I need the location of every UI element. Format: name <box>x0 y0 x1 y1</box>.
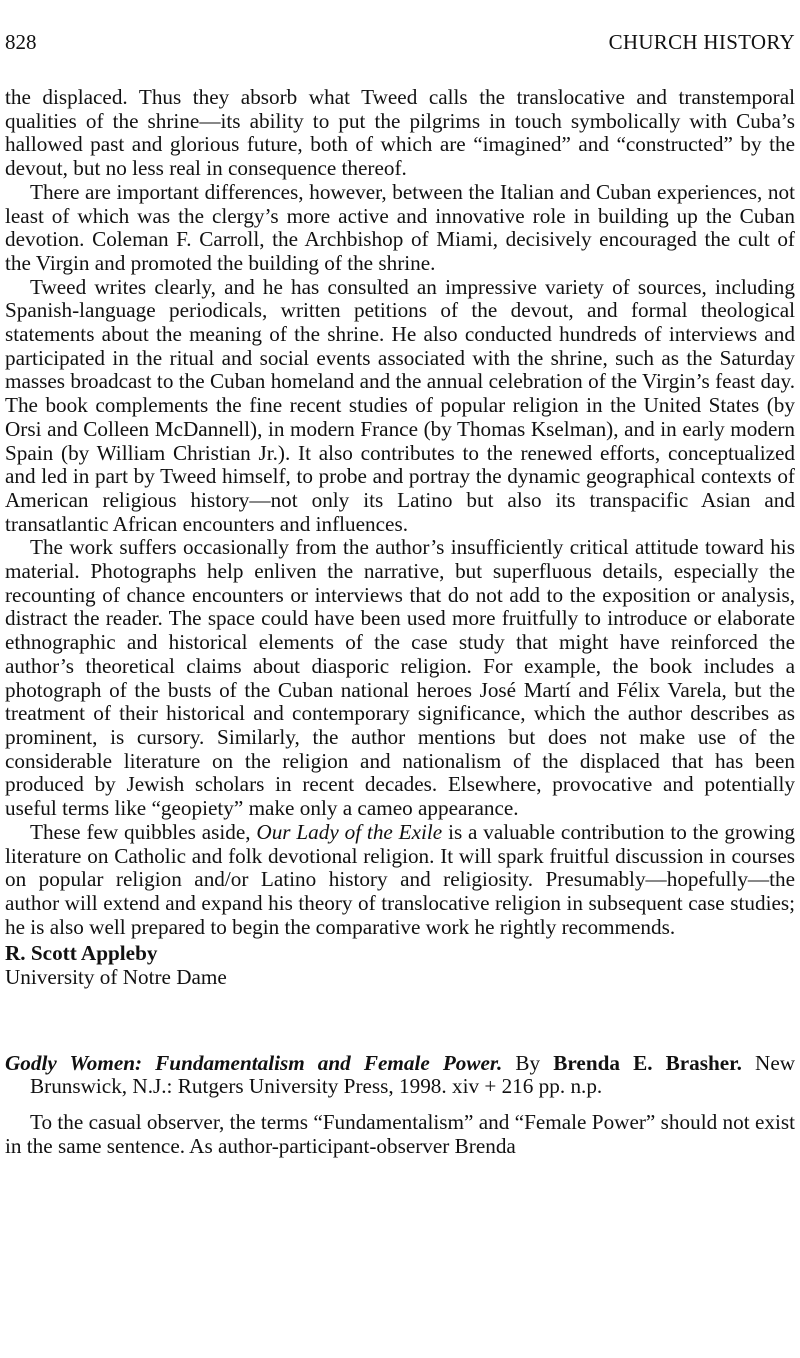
paragraph-conclusion <box>5 821 795 940</box>
paragraph-differences: There are important differences, however, between the Italian and Cuban experiences, not least of which was the clergy’s more active and innovative role in building up the Cuban devotion. Coleman F. Carroll, the Archbishop of Miami, decisively encouraged the cult of the Virgin and promoted the building of the shrine. <box>5 179 795 275</box>
reviewer-signature <box>5 942 795 989</box>
running-head: CHURCH HISTORY <box>608 30 795 54</box>
book-title-reference: Our Lady of the Exile <box>256 819 443 844</box>
page-number: 828 <box>5 30 37 54</box>
next-review-opening: To the casual observer, the terms “Fundamentalism” and “Female Power” should not exist in the same sentence. As author-participant-observer Brenda <box>5 1110 795 1158</box>
paragraph-sources: Tweed writes clearly, and he has consulted an impressive variety of sources, including Spanish-language periodicals, written petitions of the devout, and formal theological statements about the meaning of the shrine. He also conducted hundreds of interviews and participated in the ritual and social events associated with the shrine, such as the Saturday masses broadcast to the Cuban homeland and the annual celebration of the Virgin’s feast day. The book complements the fine recent studies of popular religion in the United States (by Orsi and Colleen McDannell), in modern France (by Thomas Kselman), and in early modern Spain (by William Christian Jr.). It also contributes to the renewed efforts, conceptualized and led in part by Tweed himself, to probe and portray the dynamic geographical contexts of American religious history—not only its Latino but also its transpacific Asian and transatlantic African encounters and influences. <box>5 274 795 536</box>
next-publication-info: New Brunswick, N.J.: Rutgers University Press, 1998. xiv + 216 pp. n.p. <box>30 1050 796 1099</box>
conclusion-lead: These few quibbles aside, <box>30 819 251 844</box>
paragraph-criticism: The work suffers occasionally from the author’s insufficiently critical attitude toward his material. Photographs help enliven the narrative, but superfluous details, especially the recounting of chance encounters or interviews that do not add to the exposition or analysis, distract the reader. The space could have been used more fruitfully to introduce or elaborate ethnographic and historical elements of the case study that might have reinforced the author’s theoretical claims about diasporic religion. For example, the book includes a photograph of the busts of the Cuban national heroes José Martí and Félix Varela, but the treatment of their historical and contemporary significance, which the author describes as prominent, is cursory. Similarly, the author mentions but does not make use of the considerable literature on the religion and nationalism of the displaced that has been produced by Jewish scholars in recent decades. Elsewhere, provocative and potentially useful terms like “geopiety” make only a cameo appearance. <box>5 535 795 821</box>
page-header <box>5 28 795 56</box>
reviewer-name: R. Scott Appleby <box>5 941 158 966</box>
next-book-author: Brenda E. Brasher. <box>553 1050 742 1075</box>
paragraph-continued: the displaced. Thus they absorb what Tweed calls the translocative and transtemporal qualities of the shrine—its ability to put the pilgrims in touch symbolically with Cuba’s hallowed past and glorious future, both of which are “imagined” and “constructed” by the devout, but no less real in consequence thereof. <box>5 85 795 181</box>
next-by: By <box>515 1050 541 1075</box>
next-book-title: Godly Women: Fundamentalism and Female Power. <box>5 1050 503 1075</box>
conclusion-rest: is a valuable contribution to the growing literature on Catholic and folk devotional religion. It will spark fruitful discussion in courses on popular religion and/or Latino history and religiosity. Presumably—hopefully—the author will extend and expand his theory of translocative religion in subsequent case studies; he is also well prepared to begin the comparative work he rightly recommends. <box>5 819 796 939</box>
body-text <box>5 86 795 1159</box>
next-review-heading <box>5 1052 795 1099</box>
reviewer-affiliation: University of Notre Dame <box>5 965 227 990</box>
page <box>5 0 795 1358</box>
